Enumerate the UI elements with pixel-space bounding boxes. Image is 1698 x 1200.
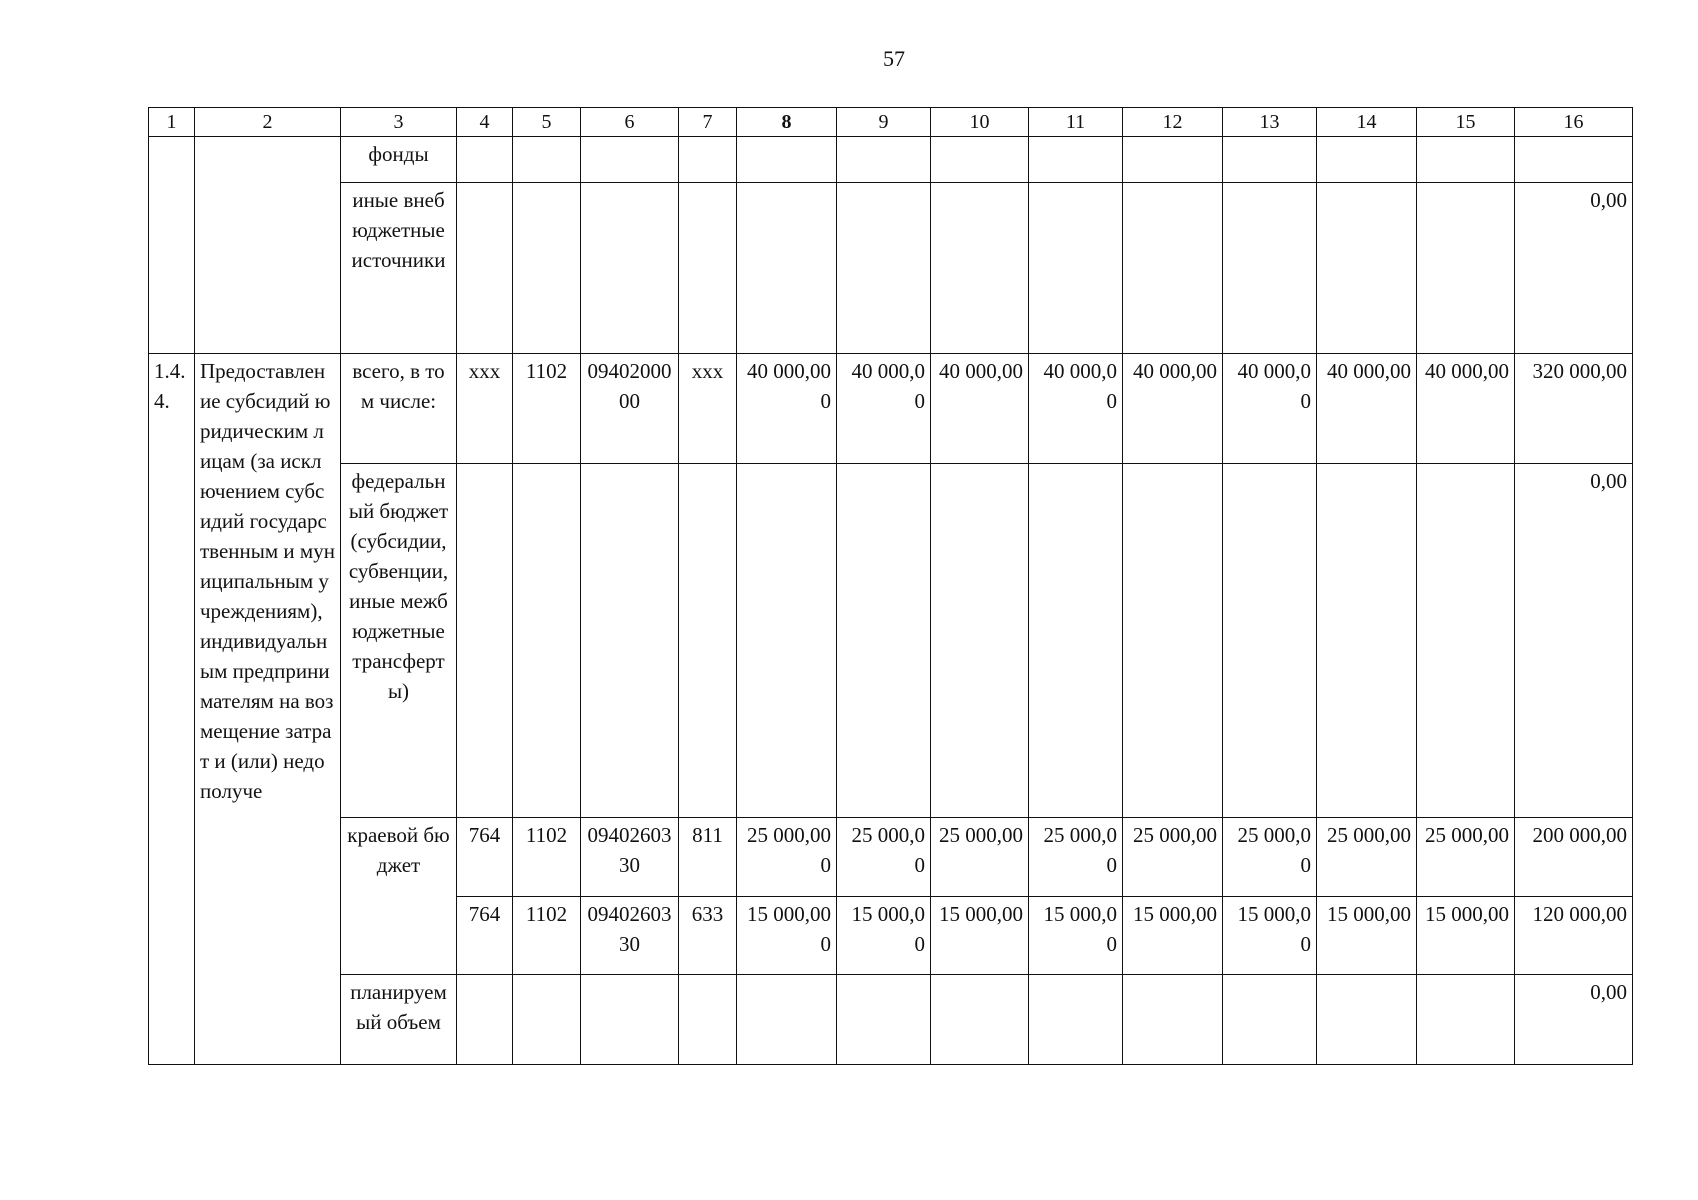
source-cell: федеральный бюджет (субсидии, субвенции, иные межбюджетные трансферты): [341, 464, 457, 818]
table-row: [149, 818, 1633, 897]
amount-cell: 15 000,00: [931, 897, 1029, 975]
amount-cell: 40 000,00: [1123, 354, 1223, 464]
header-row: [149, 108, 1633, 137]
amount-cell: 15 000,00: [1223, 897, 1317, 975]
amount-cell: 25 000,00: [1029, 818, 1123, 897]
code-cell: 811: [679, 818, 737, 897]
total-cell: 0,00: [1515, 464, 1633, 818]
amount-cell: 15 000,00: [1417, 897, 1515, 975]
total-cell: 0,00: [1515, 183, 1633, 354]
header-cell: 7: [679, 108, 737, 137]
amount-cell: 25 000,00: [1317, 818, 1417, 897]
total-cell: 120 000,00: [1515, 897, 1633, 975]
amount-cell: 40 000,000: [737, 354, 837, 464]
header-cell: 15: [1417, 108, 1515, 137]
amount-cell: 25 000,00: [1123, 818, 1223, 897]
amount-cell: 15 000,00: [1029, 897, 1123, 975]
code-cell: 1102: [513, 354, 581, 464]
amount-cell: 25 000,00: [931, 818, 1029, 897]
header-cell: 8: [737, 108, 837, 137]
code-cell: 0940260330: [581, 818, 679, 897]
header-cell: 16: [1515, 108, 1633, 137]
table-row: [149, 464, 1633, 818]
header-cell: 11: [1029, 108, 1123, 137]
budget-table: [148, 107, 1633, 1065]
source-cell: краевой бюджет: [341, 818, 457, 975]
amount-cell: 25 000,00: [1417, 818, 1515, 897]
code-cell: 764: [457, 897, 513, 975]
header-cell: 13: [1223, 108, 1317, 137]
amount-cell: 40 000,00: [1417, 354, 1515, 464]
item-name: Предоставление субсидий юридическим лицам (за исключением субсидий государственным и муниципальным учреждениям), индивидуальным предпринимателям на возмещение затрат и (или) недополуче: [195, 354, 341, 1065]
amount-cell: 25 000,00: [837, 818, 931, 897]
header-cell: 12: [1123, 108, 1223, 137]
source-cell: всего, в том числе:: [341, 354, 457, 464]
header-cell: 3: [341, 108, 457, 137]
amount-cell: 15 000,00: [837, 897, 931, 975]
source-cell: фонды: [341, 137, 457, 183]
amount-cell: 40 000,00: [931, 354, 1029, 464]
amount-cell: 40 000,00: [837, 354, 931, 464]
code-cell: 764: [457, 818, 513, 897]
amount-cell: 25 000,00: [1223, 818, 1317, 897]
source-cell: иные внебюджетные источники: [341, 183, 457, 354]
header-cell: 2: [195, 108, 341, 137]
name-cell-empty: [195, 137, 341, 354]
header-cell: 9: [837, 108, 931, 137]
number-cell-empty: [149, 137, 195, 354]
amount-cell: 15 000,00: [1123, 897, 1223, 975]
code-cell: 1102: [513, 897, 581, 975]
header-cell: 6: [581, 108, 679, 137]
table-row: [149, 183, 1633, 354]
table-row: [149, 975, 1633, 1065]
header-cell: 1: [149, 108, 195, 137]
table-row: [149, 137, 1633, 183]
amount-cell: 15 000,00: [1317, 897, 1417, 975]
page-number: 57: [883, 46, 905, 71]
amount-cell: 40 000,00: [1223, 354, 1317, 464]
header-cell: 4: [457, 108, 513, 137]
code-cell: 0940200000: [581, 354, 679, 464]
amount-cell: 40 000,00: [1317, 354, 1417, 464]
code-cell: 1102: [513, 818, 581, 897]
header-cell: 10: [931, 108, 1029, 137]
code-cell: xxx: [457, 354, 513, 464]
header-cell: 14: [1317, 108, 1417, 137]
source-cell: планируемый объем: [341, 975, 457, 1065]
code-cell: 0940260330: [581, 897, 679, 975]
amount-cell: 15 000,000: [737, 897, 837, 975]
total-cell: 320 000,00: [1515, 354, 1633, 464]
amount-cell: 25 000,000: [737, 818, 837, 897]
total-cell: 200 000,00: [1515, 818, 1633, 897]
code-cell: 633: [679, 897, 737, 975]
code-cell: xxx: [679, 354, 737, 464]
table-row: [149, 354, 1633, 464]
item-number: 1.4.4.: [149, 354, 195, 1065]
amount-cell: 40 000,00: [1029, 354, 1123, 464]
total-cell: 0,00: [1515, 975, 1633, 1065]
header-cell: 5: [513, 108, 581, 137]
